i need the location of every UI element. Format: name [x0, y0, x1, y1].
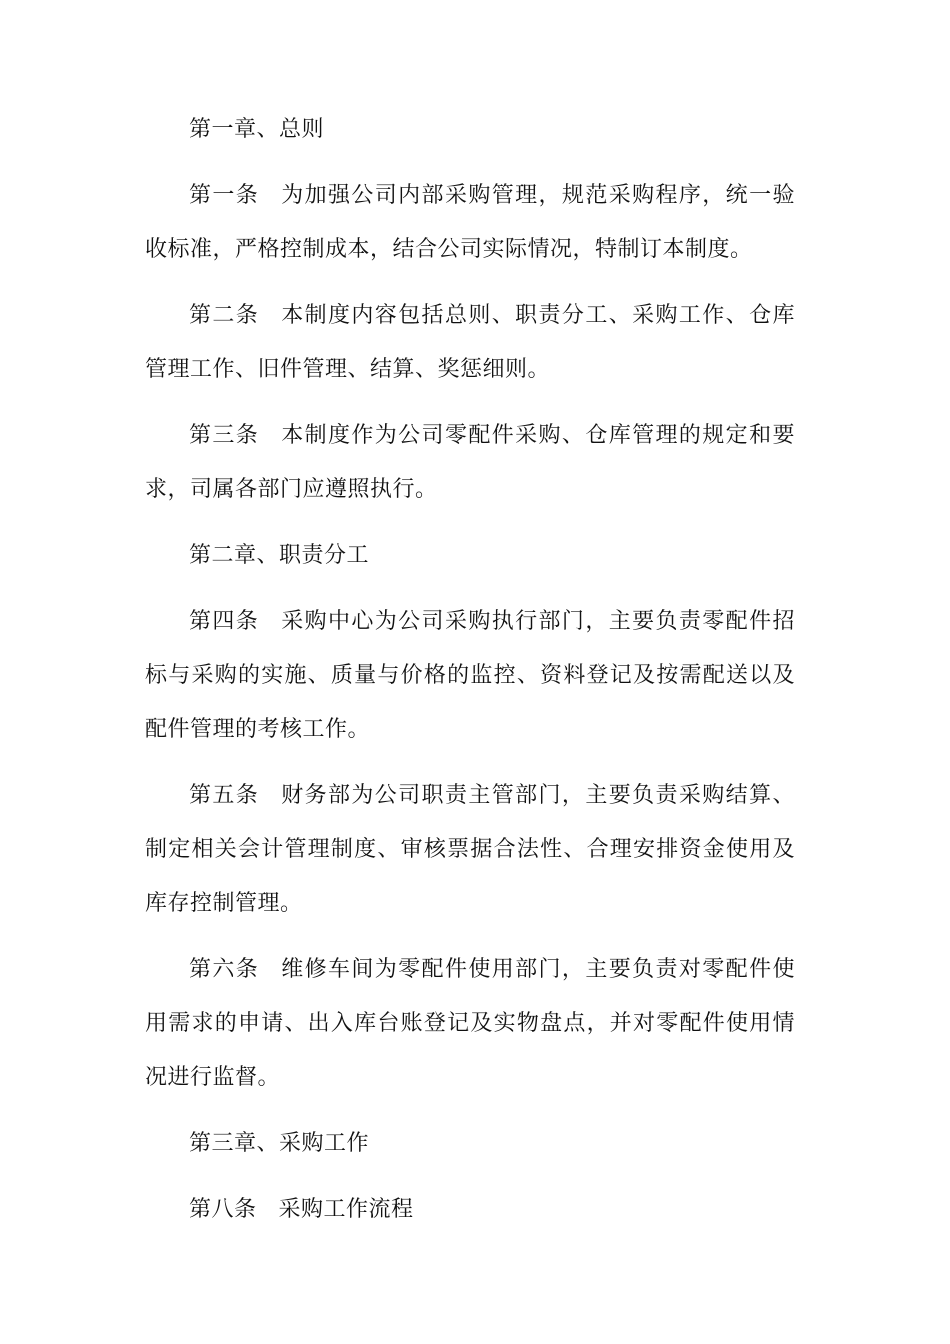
article-number: 第五条	[189, 783, 260, 808]
article-paragraph	[145, 169, 795, 277]
chapter-title: 第二章、职责分工	[189, 543, 370, 568]
article-number: 第二条	[189, 303, 260, 328]
document-body	[145, 103, 795, 1249]
article-number: 第一条	[189, 183, 260, 208]
article-paragraph	[145, 1183, 795, 1237]
article-number: 第六条	[189, 957, 260, 982]
article-paragraph	[145, 289, 795, 397]
article-number: 第三条	[189, 423, 260, 448]
chapter-title: 第三章、采购工作	[189, 1131, 370, 1156]
article-paragraph	[145, 595, 795, 757]
article-number: 第八条	[189, 1197, 257, 1222]
article-text: 本制度作为公司零配件采购、仓库管理的规定和要求，司属各部门应遵照执行。	[145, 423, 795, 502]
article-text: 维修车间为零配件使用部门，主要负责对零配件使用需求的申请、出入库台账登记及实物盘点，并对零配件使用情况进行监督。	[145, 957, 795, 1090]
article-text: 本制度内容包括总则、职责分工、采购工作、仓库管理工作、旧件管理、结算、奖惩细则。	[145, 303, 795, 382]
article-paragraph	[145, 943, 795, 1105]
chapter-title: 第一章、总则	[189, 117, 325, 142]
chapter-heading	[145, 1117, 795, 1171]
article-text: 采购工作流程	[278, 1197, 414, 1222]
article-text: 为加强公司内部采购管理，规范采购程序，统一验收标准，严格控制成本，结合公司实际情况，特制订本制度。	[145, 183, 795, 262]
article-text: 财务部为公司职责主管部门，主要负责采购结算、制定相关会计管理制度、审核票据合法性、合理安排资金使用及库存控制管理。	[145, 783, 795, 916]
article-paragraph	[145, 769, 795, 931]
article-number: 第四条	[189, 609, 260, 634]
chapter-heading	[145, 103, 795, 157]
article-paragraph	[145, 409, 795, 517]
chapter-heading	[145, 529, 795, 583]
article-text: 采购中心为公司采购执行部门，主要负责零配件招标与采购的实施、质量与价格的监控、资料登记及按需配送以及配件管理的考核工作。	[145, 609, 795, 742]
